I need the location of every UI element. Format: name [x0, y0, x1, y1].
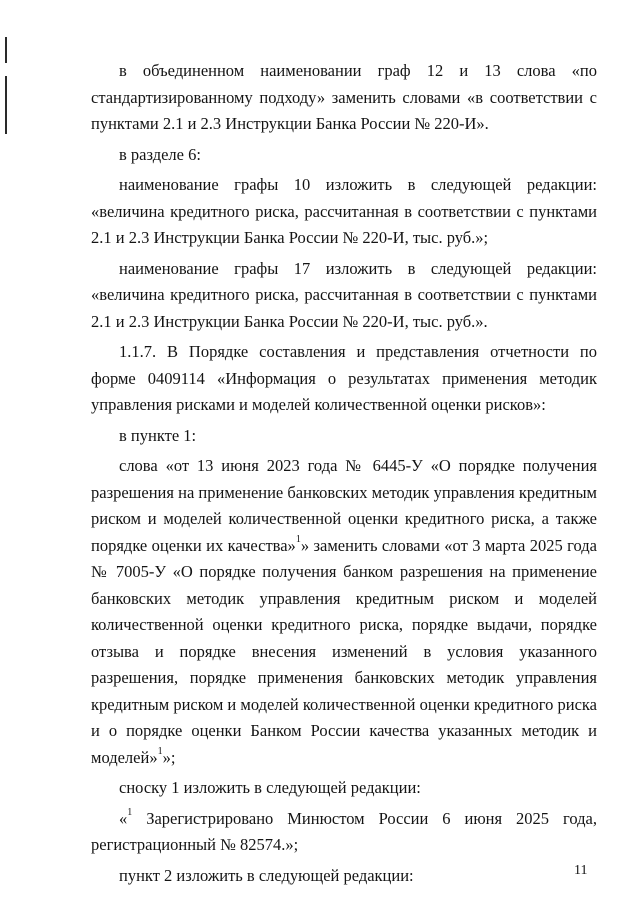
footnote-ref-2: 1 — [157, 746, 163, 757]
paragraph-replace-words — [91, 453, 597, 771]
replace-text-1: слова «от 13 июня 2023 года № 6445-У «О порядке получения разрешения на применение банковских методик управления кредитным риском и моделей количественной оценки кредитного риска, а также порядке оценки их качества» — [91, 456, 597, 555]
paragraph-point-2: пункт 2 изложить в следующей редакции: — [119, 865, 414, 885]
paragraph-point-1: в пункте 1: — [119, 425, 197, 445]
margin-mark-bottom — [5, 76, 7, 134]
paragraph-columns-12-13: в объединенном наименовании граф 12 и 13 слова «по стандартизированному подходу» заменить словами «в соответствии с пунктами 2.1 и 2.3 Инструкции Банка России № 220-И». — [91, 61, 597, 133]
footnote-marker: 1 — [127, 807, 133, 818]
paragraph-column-17: наименование графы 17 изложить в следующей редакции: «величина кредитного риска, рассчитанная в соответствии с пунктами 2.1 и 2.3 Инструкции Банка России № 220-И, тыс. руб.». — [91, 258, 597, 331]
replace-text-3: »; — [162, 747, 176, 767]
paragraph-column-10: наименование графы 10 изложить в следующей редакции: «величина кредитного риска, рассчитанная в соответствии с пунктами 2.1 и 2.3 Инструкции Банка России № 220-И, тыс. руб.»; — [91, 175, 597, 247]
paragraph-1-1-7: 1.1.7. В Порядке составления и представления отчетности по форме 0409114 «Информация о результатах применения методик управления рисками и моделей количественной оценки рисков»: — [91, 342, 597, 414]
footnote-ref-1: 1 — [295, 534, 301, 545]
paragraph-section-6: в разделе 6: — [119, 144, 201, 164]
document-page — [91, 58, 597, 889]
paragraph-footnote-1: сноску 1 изложить в следующей редакции: — [119, 778, 421, 797]
margin-mark-top — [5, 37, 7, 63]
footnote-open-quote: « — [119, 808, 128, 828]
page-number: 11 — [574, 863, 588, 878]
paragraph-footnote-text — [91, 806, 597, 859]
footnote-registration: Зарегистрировано Минюстом России 6 июня 2025 года, регистрационный № 82574.»; — [91, 808, 597, 854]
replace-text-2: » заменить словами «от 3 марта 2025 года № 7005-У «О порядке получения банком разрешения на применение банковских методик управления кредитным риском и моделей количественной оценки кредитного риска, порядке выдачи, порядке отзыва и порядке внесения изменений в условия указанного разрешения, порядке применения банковских методик управления кредитным риском и моделей количественной оценки кредитного риска и о порядке оценки Банком России качества указанных методик и моделей» — [91, 535, 597, 767]
